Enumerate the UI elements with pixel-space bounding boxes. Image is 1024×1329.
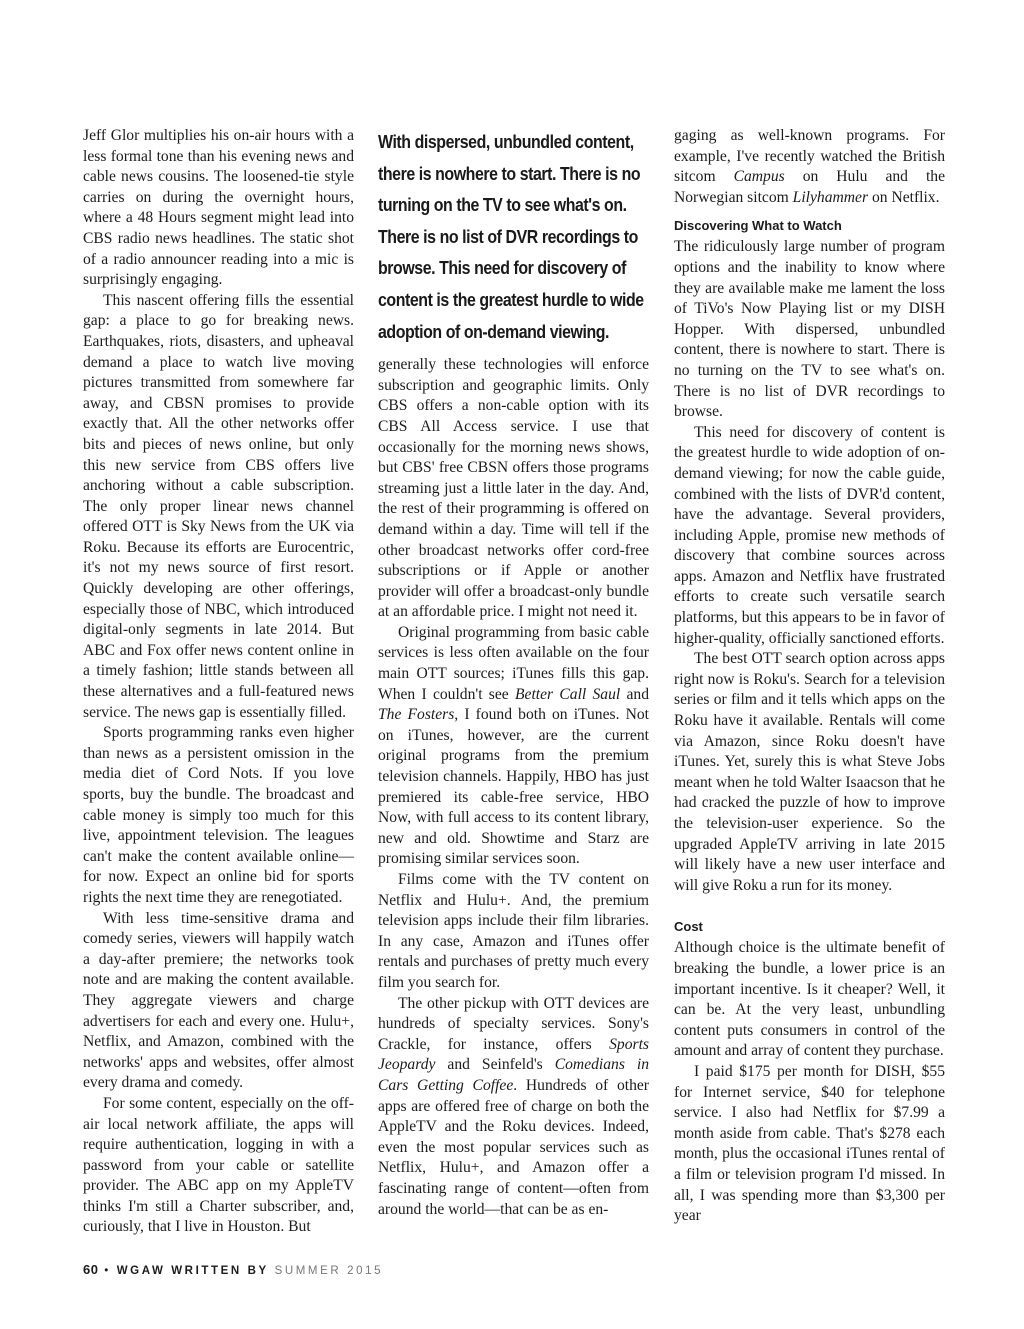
- paragraph-text: . Hundreds of other apps are offered free of charge on both the AppleTV and the Roku devices. Indeed, even the most popular services such as Netflix, Hulu+, and Amazon offer a fascinating range of content—often from around the world—that can be as en-: [378, 1076, 649, 1218]
- paragraph: generally these technologies will enforce subscription and geographic limits. Only CBS offers a non-cable option with its CBS All Access service. I use that occasionally for the morning news shows, but CBS' free CBSN offers those programs streaming just a little later in the day. And, the rest of their programming is offered on demand within a day. Time will tell if the other broadcast networks offer cord-free subscriptions or if Apple or another provider will offer a broadcast-only bundle at an affordable price. I might not need it.: [378, 356, 649, 621]
- paragraph: For some content, especially on the off-air local network affiliate, the apps will require authentication, logging in with a password from your cable or satellite provider. The ABC app on my AppleTV thinks I'm still a Charter subscriber, and, curiously, that I live in Houston. But: [83, 1094, 354, 1236]
- paragraph-text: and Seinfeld's: [435, 1056, 555, 1074]
- paragraph: Although choice is the ultimate benefit of breaking the bundle, a lower price is an important incentive. Is it cheaper? Well, it can be. At the very least, unbundling content puts consumers in control of the amount and array of content they purchase.: [674, 939, 945, 1060]
- paragraph: With less time-sensitive drama and comedy series, viewers will happily watch a day-after premiere; the networks took note and are making the content available. They aggregate viewers and charge advertisers for each and every one. Hulu+, Netflix, and Amazon, combined with the networks' apps and websites, offer almost every drama and comedy.: [83, 909, 354, 1092]
- magazine-name: WGAW WRITTEN BY: [116, 1265, 269, 1277]
- paragraph-text: on Netflix.: [868, 188, 940, 206]
- footer-bullet: •: [104, 1265, 111, 1277]
- show-title: Better Call Saul: [515, 685, 621, 703]
- paragraph: This nascent offering fills the essential gap: a place to go for breaking news. Earthquakes, riots, disasters, and upheaval demand a place to watch live moving pictures transmitted from somewhere far away, and CBSN promises to provide exactly that. All the other networks offer bits and pieces of news online, but only this new service from CBS offers live anchoring without a cable subscription. The only proper linear news channel offered OTT is Sky News from the UK via Roku. Because its efforts are Eurocentric, it's not my news source of first resort. Quickly developing are other offerings, especially those of NBC, which introduced digital-only segments in late 2014. But ABC and Fox offer news content online in a timely fashion; little stands between all these alternatives and a full-featured news service. The news gap is essentially filled.: [83, 291, 354, 721]
- column-middle: [378, 126, 649, 1220]
- issue-season: SUMMER 2015: [274, 1265, 384, 1277]
- column-left: [83, 126, 354, 1238]
- section-heading: Discovering What to Watch: [674, 218, 842, 234]
- paragraph-text: The other pickup with OTT devices are hundreds of specialty services. Sony's Crackle, for instance, offers: [378, 994, 649, 1053]
- show-title: Lilyhammer: [792, 188, 869, 206]
- page-number: 60: [83, 1262, 99, 1277]
- column-right: [674, 126, 945, 1227]
- paragraph: Jeff Glor multiplies his on-air hours with a less formal tone than his evening news and cable news cousins. The loosened-tie style carries on during the overnight hours, where a 48 Hours segment might lead into CBS radio news headlines. The static shot of a radio announcer reading into a mic is surprisingly engaging.: [83, 127, 354, 289]
- paragraph: Sports programming ranks even higher than news as a persistent omission in the media diet of Cord Nots. If you love sports, buy the bundle. The broadcast and cable money is simply too much for this live, appointment television. The leagues can't make the content available online—for now. Expect an online bid for sports rights the next time they are renegotiated.: [83, 724, 354, 906]
- paragraph-text: gaging as well-known programs. For example, I've recently watched the British sitcom: [674, 127, 945, 186]
- paragraph: [378, 994, 649, 1221]
- paragraph-text: and: [620, 685, 650, 703]
- show-title: Sports Jeopardy: [378, 1035, 649, 1074]
- paragraph: [674, 126, 945, 208]
- paragraph: This need for discovery of content is the greatest hurdle to wide adoption of on-demand viewing; for now the cable guide, combined with the lists of DVR'd content, have the advantage. Several providers, including Apple, promise new methods of discovery that combine sources across apps. Amazon and Netflix have frustrated efforts to create such versatile search platforms, but this appears to be in favor of higher-quality, officially sanctioned efforts.: [674, 423, 945, 647]
- paragraph-text: I found both on iTunes. Not on iTunes, however, are the current original programs from the premium television channels. Happily, HBO has just premiered its cable-free service, HBO Now, with full access to its content library, new and old. Showtime and Starz are promising similar services soon.: [378, 706, 650, 868]
- paragraph: I paid $175 per month for DISH, $55 for Internet service, $40 for telephone service. I also had Netflix for $7.99 a month aside from cable. That's $278 each month, plus the occasional iTunes rental of a film or television program I'd missed. In all, I was spending more than $3,300 per year: [674, 1062, 945, 1225]
- show-title: Campus: [733, 168, 785, 186]
- paragraph-text: on Hulu and the Norwegian sitcom: [674, 168, 945, 206]
- section-heading: Cost: [674, 919, 703, 935]
- show-title: Comedians in Cars Getting Coffee: [378, 1056, 650, 1094]
- paragraph-text: Original programming from basic cable services is less often available on the four main OTT sources; iTunes fills this gap. When I couldn't see: [378, 623, 649, 703]
- paragraph: [378, 623, 649, 870]
- pull-quote: With dispersed, unbundled content, there is nowhere to start. There is no turning on the TV to see what's on. There is no list of DVR recordings to browse. This need for discovery of content is the greatest hurdle to wide adoption of on-demand viewing.: [378, 131, 644, 342]
- page-footer: [83, 1262, 383, 1277]
- paragraph: The ridiculously large number of program options and the inability to know where they are available make me lament the loss of TiVo's Now Playing list or my DISH Hopper. With dispersed, unbundled content, there is nowhere to start. There is no turning on the TV to see what's on. There is no list of DVR recordings to browse.: [674, 238, 945, 421]
- show-title: The Fosters,: [378, 706, 459, 724]
- paragraph: Films come with the TV content on Netflix and Hulu+. And, the premium television apps include their film libraries. In any case, Amazon and iTunes offer rentals and purchases of pretty much every film you search for.: [378, 871, 649, 991]
- paragraph: The best OTT search option across apps right now is Roku's. Search for a television series or film and it tells which apps on the Roku have it available. Rentals will come via Amazon, since Roku doesn't have iTunes. Yet, surely this is what Steve Jobs meant when he told Walter Isaacson that he had cracked the puzzle of how to improve the television-user experience. So the upgraded AppleTV arriving in late 2015 will likely have a new user interface and will give Roku a run for its money.: [674, 650, 945, 894]
